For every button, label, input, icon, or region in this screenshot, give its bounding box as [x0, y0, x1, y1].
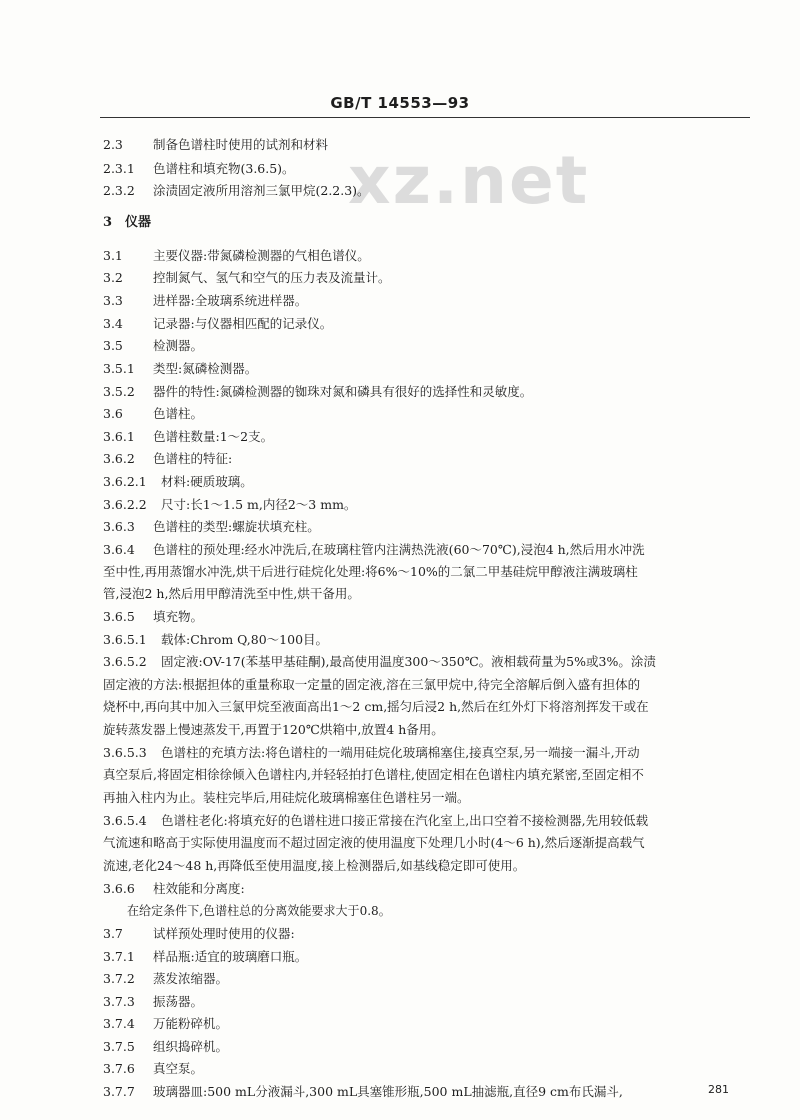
clause-text: 载体:Chrom Q,80～100目。 [161, 632, 329, 647]
clause-continuation-line [103, 790, 753, 806]
clause-line [103, 519, 753, 535]
clause-number: 2.3 [103, 137, 123, 152]
clause-text: 材料:硬质玻璃。 [161, 474, 253, 489]
clause-text: 检测器。 [153, 338, 204, 353]
clause-continuation-line [103, 767, 753, 783]
clause-continuation-line [103, 699, 753, 715]
clause-continuation-line [103, 858, 753, 874]
clause-continuation-line [103, 722, 753, 738]
clause-text: 真空泵。 [153, 1061, 204, 1076]
clause-text: 控制氮气、氢气和空气的压力表及流量计。 [153, 270, 391, 285]
clause-text: 试样预处理时使用的仪器: [153, 926, 295, 941]
clause-number: 3.2 [103, 270, 123, 285]
clause-number: 3 [103, 215, 113, 230]
clause-number: 3.6.5.2 [103, 654, 147, 669]
clause-continuation-line [103, 677, 753, 693]
clause-number: 3.6.5.4 [103, 813, 147, 828]
clause-text: 再抽入柱内为止。装柱完毕后,用硅烷化玻璃棉塞住色谱柱另一端。 [103, 790, 470, 805]
clause-text: 柱效能和分离度: [153, 881, 245, 896]
clause-text: 管,浸泡2 h,然后用甲醇清洗至中性,烘干备用。 [103, 586, 360, 601]
clause-line [103, 926, 753, 942]
clause-line [103, 881, 753, 897]
clause-number: 3.6.5 [103, 609, 135, 624]
clause-line [103, 542, 753, 558]
clause-text: 样品瓶:适宜的玻璃磨口瓶。 [153, 949, 308, 964]
clause-line [103, 338, 753, 354]
clause-text: 固定液的方法:根据担体的重量称取一定量的固定液,溶在三氯甲烷中,待完全溶解后倒入盛有担体的 [103, 677, 641, 692]
clause-line [103, 1039, 753, 1055]
watermark: xz.net [348, 142, 590, 219]
clause-text: 组织捣碎机。 [153, 1039, 229, 1054]
clause-text: 器件的特性:氮磷检测器的铷珠对氮和磷具有很好的选择性和灵敏度。 [153, 384, 533, 399]
clause-line [103, 183, 753, 199]
clause-text: 色谱柱老化:将填充好的色谱柱进口接正常接在汽化室上,出口空着不接检测器,先用较低载 [161, 813, 649, 828]
clause-text: 固定液:OV-17(苯基甲基硅酮),最高使用温度300～350℃。液相载荷量为5%或3%。涂渍 [161, 654, 656, 669]
clause-text: 振荡器。 [153, 994, 204, 1009]
clause-line [103, 497, 753, 513]
clause-number: 3.7.7 [103, 1084, 135, 1099]
clause-text: 色谱柱的类型:螺旋状填充柱。 [153, 519, 320, 534]
clause-number: 3.7.2 [103, 971, 135, 986]
clause-line [103, 429, 753, 445]
clause-continuation-line [103, 586, 753, 602]
clause-number: 3.6.2.1 [103, 474, 147, 489]
standard-number-header: GB/T 14553—93 [330, 94, 470, 112]
clause-text: 真空泵后,将固定相徐徐倾入色谱柱内,并轻轻拍打色谱柱,使固定相在色谱柱内填充紧密,至固定相不 [103, 767, 644, 782]
clause-number: 3.7.3 [103, 994, 135, 1009]
clause-number: 3.6.1 [103, 429, 135, 444]
clause-line [103, 1016, 753, 1032]
clause-text: 尺寸:长1～1.5 m,内径2～3 mm。 [161, 497, 357, 512]
clause-number: 3.7.6 [103, 1061, 135, 1076]
clause-number: 3.7.4 [103, 1016, 135, 1031]
clause-number: 3.7 [103, 926, 123, 941]
clause-text: 记录器:与仪器相匹配的记录仪。 [153, 316, 333, 331]
clause-line [103, 215, 753, 231]
clause-number: 3.4 [103, 316, 123, 331]
clause-line [103, 384, 753, 400]
clause-line [103, 632, 753, 648]
clause-text: 进样器:全玻璃系统进样器。 [153, 293, 308, 308]
clause-text: 色谱柱。 [153, 406, 204, 421]
page-number: 281 [708, 1083, 729, 1096]
clause-line [103, 361, 753, 377]
clause-line [103, 161, 753, 177]
clause-number: 3.6.5.3 [103, 745, 147, 760]
clause-text: 涂渍固定液所用溶剂三氯甲烷(2.2.3)。 [153, 183, 370, 198]
clause-number: 3.6.4 [103, 542, 135, 557]
clause-text: 仪器 [125, 215, 152, 230]
clause-text: 色谱柱的特征: [153, 451, 233, 466]
clause-number: 2.3.1 [103, 161, 135, 176]
clause-line [103, 609, 753, 625]
clause-text: 类型:氮磷检测器。 [153, 361, 258, 376]
clause-line [103, 474, 753, 490]
header-rule [100, 117, 750, 118]
clause-number: 3.7.1 [103, 949, 135, 964]
clause-number: 3.5 [103, 338, 123, 353]
clause-line [103, 949, 753, 965]
clause-text: 烧杯中,再向其中加入三氯甲烷至液面高出1～2 cm,摇匀后浸2 h,然后在红外灯下将溶剂挥发干或在 [103, 699, 649, 714]
clause-text: 万能粉碎机。 [153, 1016, 229, 1031]
clause-number: 3.5.2 [103, 384, 135, 399]
clause-line [103, 293, 753, 309]
clause-text: 流速,老化24～48 h,再降低至使用温度,接上检测器后,如基线稳定即可使用。 [103, 858, 526, 873]
clause-text: 至中性,再用蒸馏水冲洗,烘干后进行硅烷化处理:将6%～10%的二氯二甲基硅烷甲醇液注满玻璃柱 [103, 564, 638, 579]
clause-line [103, 137, 753, 153]
clause-number: 3.5.1 [103, 361, 135, 376]
clause-line [103, 248, 753, 264]
clause-continuation-line [103, 835, 753, 851]
clause-text: 色谱柱和填充物(3.6.5)。 [153, 161, 295, 176]
clause-text: 主要仪器:带氮磷检测器的气相色谱仪。 [153, 248, 370, 263]
clause-line [103, 451, 753, 467]
clause-line [103, 1084, 753, 1100]
clause-line [103, 813, 753, 829]
clause-line [103, 745, 753, 761]
clause-line [103, 406, 753, 422]
clause-continuation-line [103, 564, 753, 580]
clause-number: 3.6.3 [103, 519, 135, 534]
clause-text: 蒸发浓缩器。 [153, 971, 229, 986]
clause-number: 3.7.5 [103, 1039, 135, 1054]
clause-line [103, 994, 753, 1010]
clause-number: 3.6.2 [103, 451, 135, 466]
clause-number: 3.6.5.1 [103, 632, 147, 647]
clause-text: 制备色谱柱时使用的试剂和材料 [153, 137, 329, 152]
clause-line [103, 270, 753, 286]
clause-text: 玻璃器皿:500 mL分液漏斗,300 mL具塞锥形瓶,500 mL抽滤瓶,直径9 cm布氏漏斗, [153, 1084, 623, 1099]
clause-text: 旋转蒸发器上慢速蒸发干,再置于120℃烘箱中,放置4 h备用。 [103, 722, 444, 737]
clause-text: 填充物。 [153, 609, 204, 624]
clause-number: 3.6.2.2 [103, 497, 147, 512]
clause-text: 色谱柱数量:1～2支。 [153, 429, 274, 444]
clause-line [103, 654, 753, 670]
clause-text: 色谱柱的预处理:经水冲洗后,在玻璃柱管内注满热洗液(60～70℃),浸泡4 h,然后用水冲洗 [153, 542, 645, 557]
clause-line [103, 316, 753, 332]
clause-number: 3.6.6 [103, 881, 135, 896]
clause-text: 气流速和略高于实际使用温度而不超过固定液的使用温度下处理几小时(4～6 h),然后逐渐提高载气 [103, 835, 645, 850]
clause-text: 在给定条件下,色谱柱总的分离效能要求大于0.8。 [127, 903, 391, 918]
clause-continuation-line [127, 903, 753, 919]
clause-number: 3.3 [103, 293, 123, 308]
clause-line [103, 1061, 753, 1077]
clause-text: 色谱柱的充填方法:将色谱柱的一端用硅烷化玻璃棉塞住,接真空泵,另一端接一漏斗,开动 [161, 745, 640, 760]
clause-number: 2.3.2 [103, 183, 135, 198]
clause-number: 3.1 [103, 248, 123, 263]
clause-number: 3.6 [103, 406, 123, 421]
clause-line [103, 971, 753, 987]
